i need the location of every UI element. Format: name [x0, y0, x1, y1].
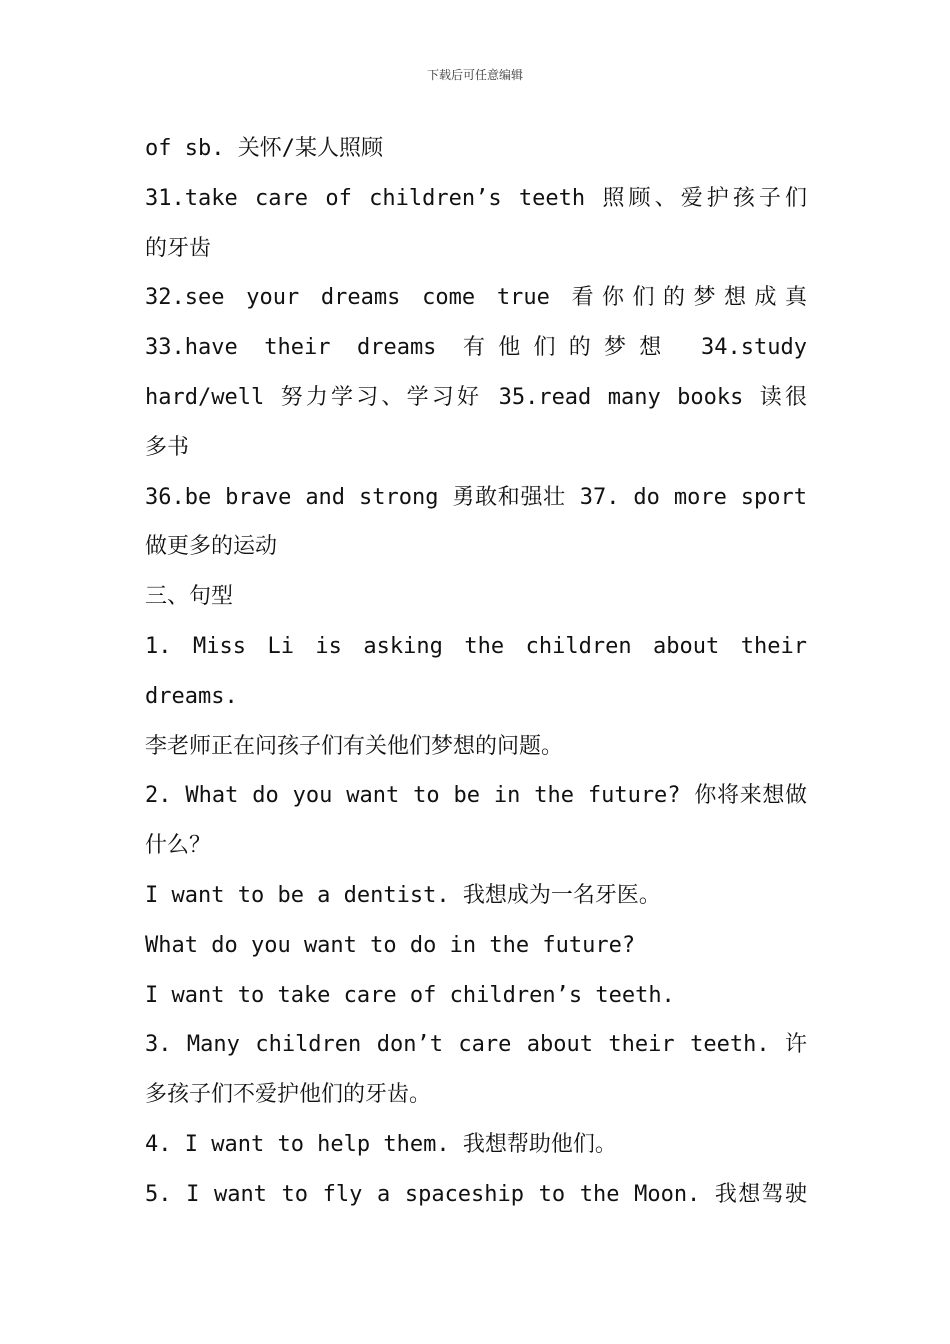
- text-line: 36.be brave and strong 勇敢和强壮 37. do more sport: [145, 484, 807, 510]
- text-line: I want to be a dentist. 我想成为一名牙医。: [145, 882, 661, 908]
- text-line: 的牙齿: [145, 235, 212, 261]
- text-line: of sb. 关怀/某人照顾: [145, 136, 383, 161]
- text-line: 做更多的运动: [145, 534, 278, 560]
- text-line: 31.take care of children’s teeth 照顾、爱护孩子们: [145, 185, 807, 211]
- text-line: 多孩子们不爱护他们的牙齿。: [145, 1082, 432, 1108]
- text-line: What do you want to do in the future?: [145, 932, 636, 958]
- text-line: 4. I want to help them. 我想帮助他们。: [145, 1131, 617, 1157]
- document-body: [145, 124, 807, 1220]
- text-line: dreams.: [145, 683, 238, 709]
- text-line: 什么？: [145, 833, 212, 859]
- text-line: 李老师正在问孩子们有关他们梦想的问题。: [145, 733, 564, 759]
- text-line: 1. Miss Li is asking the children about their: [145, 633, 807, 659]
- text-line: 32.see your dreams come true 看你们的梦想成真: [145, 285, 807, 311]
- text-line: 3. Many children don’t care about their teeth. 许: [145, 1032, 807, 1058]
- text-line: 多书: [145, 434, 190, 460]
- text-line: hard/well 努力学习、学习好 35.read many books 读很: [145, 384, 807, 410]
- text-line: 5. I want to fly a spaceship to the Moon. 我想驾驶: [145, 1181, 807, 1207]
- page-header: 下载后可任意编辑: [426, 68, 523, 82]
- text-line: I want to take care of children’s teeth.: [145, 982, 675, 1008]
- section-heading: 三、句型: [145, 584, 234, 610]
- text-line: 33.have their dreams 有他们的梦想 34.study: [145, 335, 807, 361]
- text-line: 2. What do you want to be in the future? 你将来想做: [145, 783, 807, 809]
